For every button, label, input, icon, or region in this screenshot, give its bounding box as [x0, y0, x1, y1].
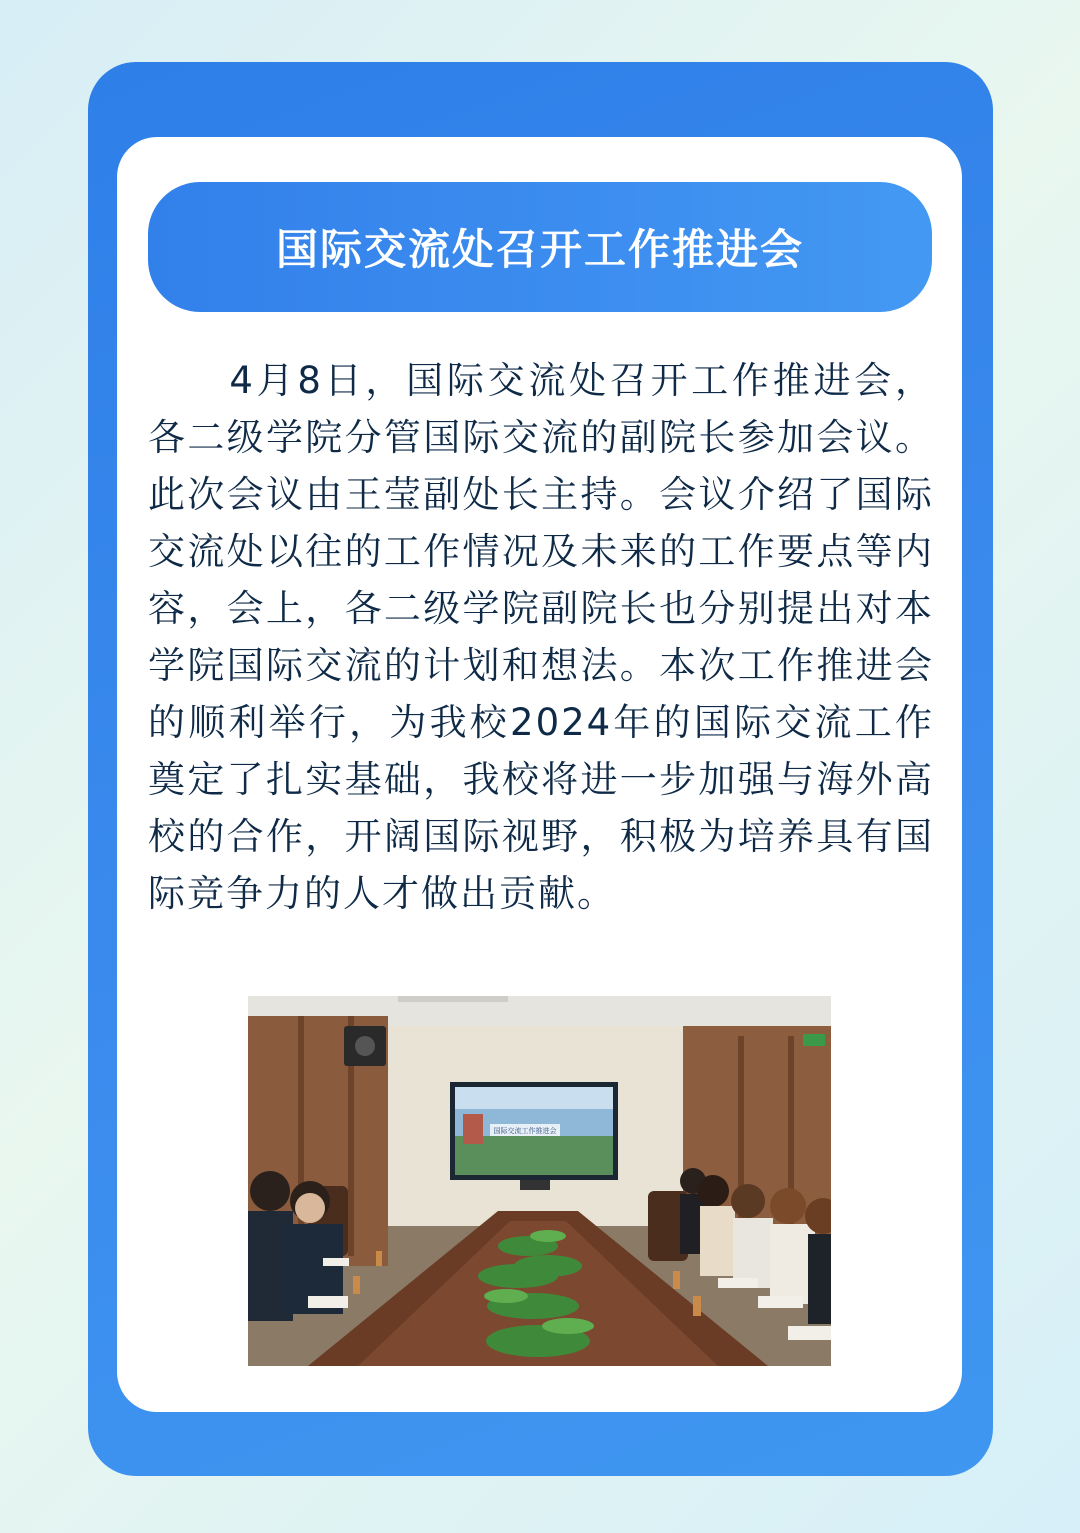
meeting-photo [248, 996, 831, 1366]
article-title: 国际交流处召开工作推进会 [275, 225, 804, 274]
article-body: 4月8日，国际交流处召开工作推进会，各二级学院分管国际交流的副院长参加会议。此次会议由王莹副处长主持。会议介绍了国际交流处以往的工作情况及未来的工作要点等内容，会上，各二级学院副院长也分别提出对本学院国际交流的计划和想法。本次工作推进会的顺利举行，为我校2024年的国际交流工作奠定了扎实基础，我校将进一步加强与海外高校的合作，开阔国际视野，积极为培养具有国际竞争力的人才做出贡献。 [148, 359, 934, 915]
screen-slide-title: 国际交流工作推进会 [493, 1127, 557, 1135]
title-banner [148, 182, 932, 312]
